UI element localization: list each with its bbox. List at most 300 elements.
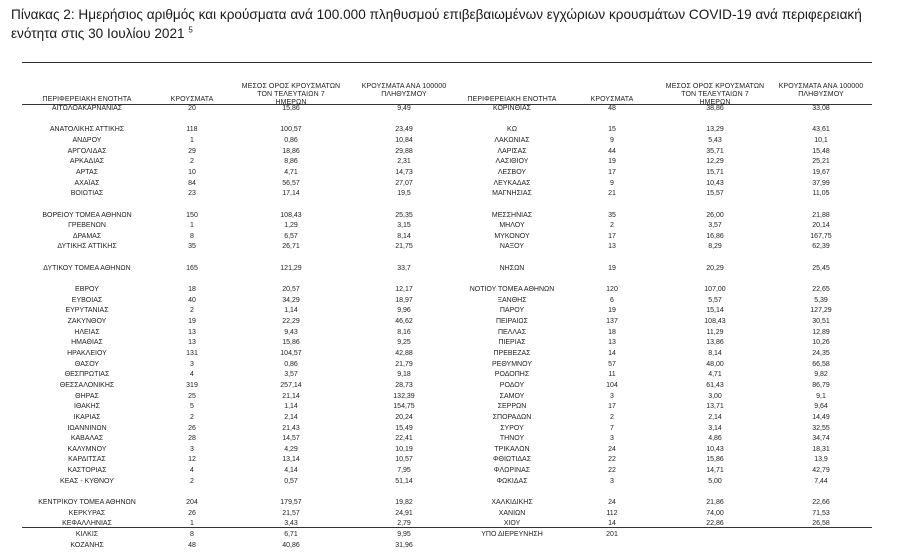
left-cases-cell: 4	[190, 371, 194, 379]
left-region-cell: ΘΑΣΟΥ	[74, 360, 100, 368]
left-avg7-cell: 18,86	[282, 147, 300, 155]
right-region-cell: ΣΑΜΟΥ	[499, 392, 525, 400]
table-row	[0, 232, 900, 242]
left-region-cell: ΗΡΑΚΛΕΙΟΥ	[67, 349, 107, 357]
right-cases-cell: 48	[608, 105, 616, 112]
right-region-cell: ΠΕΙΡΑΙΩΣ	[496, 318, 528, 325]
right-cases-cell: 44	[608, 147, 616, 155]
left-avg7-cell: 108,43	[280, 211, 302, 219]
left-avg7-cell: 121,29	[280, 264, 302, 272]
right-cases-cell: 2	[610, 413, 614, 421]
right-region-cell: ΝΟΤΙΟΥ ΤΟΜΕΑ ΑΘΗΝΩΝ	[469, 286, 555, 294]
left-cases-cell: 10	[188, 168, 196, 176]
left-per100k-cell: 10,57	[395, 456, 413, 464]
right-cases-cell: 9	[610, 179, 614, 187]
left-per100k-cell: 3,15	[397, 222, 411, 230]
right-avg7-cell: 20,29	[706, 264, 724, 272]
right-region-cell: ΝΑΞΟΥ	[499, 243, 525, 251]
right-per100k-cell: 13,9	[814, 456, 828, 464]
right-per100k-cell: 19,67	[812, 168, 830, 176]
table-row	[0, 211, 900, 221]
left-avg7-cell: 0,86	[284, 136, 298, 144]
right-avg7-cell: 14,71	[706, 467, 724, 475]
right-avg7-cell: 12,29	[706, 158, 724, 166]
left-region-cell: ΘΕΣΠΡΩΤΙΑΣ	[64, 371, 110, 379]
left-region-cell: ΚΑΡΔΙΤΣΑΣ	[68, 456, 106, 464]
table-row	[0, 541, 900, 551]
left-per100k-cell: 23,49	[395, 126, 413, 134]
right-avg7-cell: 16,86	[706, 232, 724, 240]
left-per100k-cell: 21,79	[395, 360, 413, 368]
table-row	[0, 136, 900, 146]
left-avg7-cell: 4,14	[284, 467, 298, 475]
right-region-cell: ΤΗΝΟΥ	[499, 435, 525, 443]
table-row	[0, 104, 900, 114]
right-avg7-cell: 13,71	[706, 403, 724, 411]
left-per100k-cell: 20,24	[395, 413, 413, 421]
left-region-cell: ΓΡΕΒΕΝΩΝ	[68, 222, 106, 230]
left-per100k-cell: 22,41	[395, 435, 413, 443]
left-per100k-cell: 46,62	[395, 318, 413, 325]
left-avg7-cell: 100,57	[280, 126, 302, 134]
left-avg7-cell: 4,71	[284, 168, 298, 176]
left-region-cell: ΚΕΦΑΛΛΗΝΙΑΣ	[62, 520, 112, 528]
header-right-region: ΠΕΡΙΦΕΡΕΙΑΚΗ ΕΝΟΤΗΤΑ	[467, 96, 557, 103]
left-avg7-cell: 0,86	[284, 360, 298, 368]
left-per100k-cell: 29,88	[395, 147, 413, 155]
left-avg7-cell: 257,14	[280, 381, 302, 389]
right-cases-cell: 17	[608, 403, 616, 411]
left-cases-cell: 28	[188, 435, 196, 443]
left-per100k-cell: 42,88	[395, 349, 413, 357]
right-avg7-cell: 4,86	[708, 435, 722, 443]
left-cases-cell: 4	[190, 467, 194, 475]
right-cases-cell: 24	[608, 499, 616, 507]
table-row	[0, 147, 900, 157]
left-avg7-cell: 6,57	[284, 232, 298, 240]
right-cases-cell: 6	[610, 296, 614, 304]
left-cases-cell: 40	[188, 296, 196, 304]
right-avg7-cell: 13,86	[706, 339, 724, 347]
right-cases-cell: 201	[606, 531, 618, 538]
right-cases-cell: 13	[608, 339, 616, 347]
right-cases-cell: 137	[606, 318, 618, 325]
table-row	[0, 317, 900, 327]
right-region-cell: ΣΥΡΟΥ	[500, 424, 524, 432]
left-cases-cell: 13	[188, 328, 196, 336]
header-left-per100k: ΚΡΟΥΣΜΑΤΑ ΑΝΑ 100000 ΠΛΗΘΥΣΜΟΥ	[361, 83, 447, 98]
left-avg7-cell: 21,57	[282, 509, 300, 517]
right-avg7-cell: 13,29	[706, 126, 724, 134]
table-row	[0, 221, 900, 231]
right-per100k-cell: 32,55	[812, 424, 830, 432]
right-cases-cell: 57	[608, 360, 616, 368]
right-per100k-cell: 18,31	[812, 445, 830, 453]
left-cases-cell: 319	[186, 381, 198, 389]
left-cases-cell: 19	[188, 318, 196, 325]
right-region-cell: ΠΡΕΒΕΖΑΣ	[493, 349, 531, 357]
left-per100k-cell: 9,18	[397, 371, 411, 379]
right-avg7-cell: 10,43	[706, 179, 724, 187]
left-per100k-cell: 10,19	[395, 445, 413, 453]
right-region-cell: ΧΑΝΙΩΝ	[498, 509, 526, 517]
right-region-cell: ΛΕΣΒΟΥ	[497, 168, 527, 176]
right-per100k-cell: 25,45	[812, 264, 830, 272]
right-cases-cell: 35	[608, 211, 616, 219]
right-avg7-cell: 2,14	[708, 413, 722, 421]
left-per100k-cell: 31,96	[395, 541, 413, 549]
left-cases-cell: 3	[190, 445, 194, 453]
header-right-avg7: ΜΕΣΟΣ ΟΡΟΣ ΚΡΟΥΣΜΑΤΩΝ ΤΟΝ ΤΕΛΕΥΤΑΙΩΝ 7 ΗΜΕΡΩΝ	[665, 83, 765, 106]
right-per100k-cell: 62,39	[812, 243, 830, 251]
right-cases-cell: 17	[608, 168, 616, 176]
caption-line-2	[11, 24, 891, 43]
right-per100k-cell: 9,82	[814, 371, 828, 379]
left-region-cell: ΑΡΓΟΛΙΔΑΣ	[67, 147, 107, 155]
header-right-per100k: ΚΡΟΥΣΜΑΤΑ ΑΝΑ 100000 ΠΛΗΘΥΣΜΟΥ	[778, 83, 864, 98]
caption-line-1: Πίνακας 2: Ημερήσιος αριθμός και κρούσματα ανά 100.000 πληθυσμού επιβεβαιωμένων εγχώριων κρουσμάτων COVID-19 ανά περιφερειακή	[11, 7, 862, 22]
left-per100k-cell: 132,39	[393, 392, 415, 400]
left-cases-cell: 150	[186, 211, 198, 219]
table-row	[0, 498, 900, 508]
left-cases-cell: 2	[190, 413, 194, 421]
right-avg7-cell: 107,00	[704, 286, 726, 294]
left-region-cell: ΑΧΑΪΑΣ	[74, 179, 100, 187]
left-cases-cell: 1	[190, 222, 194, 230]
left-per100k-cell: 33,7	[397, 264, 411, 272]
right-avg7-cell: 15,86	[706, 456, 724, 464]
left-cases-cell: 8	[190, 232, 194, 240]
right-region-cell: ΡΕΘΥΜΝΟΥ	[491, 360, 532, 368]
left-cases-cell: 48	[188, 541, 196, 549]
table-row	[0, 125, 900, 135]
table-row	[0, 328, 900, 338]
right-cases-cell: 19	[608, 264, 616, 272]
table-row	[0, 466, 900, 476]
table-row	[0, 157, 900, 167]
left-avg7-cell: 3,43	[284, 520, 298, 528]
right-avg7-cell: 10,43	[706, 445, 724, 453]
left-per100k-cell: 154,75	[393, 403, 415, 411]
left-avg7-cell: 14,57	[282, 435, 300, 443]
left-avg7-cell: 1,14	[284, 307, 298, 315]
right-region-cell: ΦΘΙΩΤΙΔΑΣ	[492, 456, 532, 464]
left-cases-cell: 5	[190, 403, 194, 411]
right-cases-cell: 3	[610, 435, 614, 443]
left-avg7-cell: 22,29	[282, 318, 300, 325]
caption-date: ενότητα στις 30 Ιουλίου 2021	[11, 26, 185, 41]
header-left-cases: ΚΡΟΥΣΜΑΤΑ	[170, 96, 214, 103]
right-region-cell: ΠΕΛΛΑΣ	[497, 328, 527, 336]
right-region-cell: ΡΟΔΟΠΗΣ	[494, 371, 530, 379]
right-per100k-cell: 25,21	[812, 158, 830, 166]
left-avg7-cell: 0,57	[284, 477, 298, 485]
left-per100k-cell: 51,14	[395, 477, 413, 485]
right-per100k-cell: 14,49	[812, 413, 830, 421]
right-avg7-cell: 3,57	[708, 222, 722, 230]
right-per100k-cell: 86,79	[812, 381, 830, 389]
right-avg7-cell: 15,71	[706, 168, 724, 176]
left-per100k-cell: 27,07	[395, 179, 413, 187]
table-row	[0, 179, 900, 189]
right-region-cell: ΧΙΟΥ	[503, 520, 521, 528]
right-per100k-cell: 66,58	[812, 360, 830, 368]
right-avg7-cell: 48,00	[706, 360, 724, 368]
left-avg7-cell: 17,14	[282, 190, 300, 198]
table-row	[0, 424, 900, 434]
left-avg7-cell: 179,57	[280, 499, 302, 507]
right-avg7-cell: 8,29	[708, 243, 722, 251]
right-avg7-cell: 5,43	[708, 136, 722, 144]
left-per100k-cell: 10,84	[395, 136, 413, 144]
right-cases-cell: 3	[610, 477, 614, 485]
right-avg7-cell: 38,86	[706, 105, 724, 112]
left-per100k-cell: 14,73	[395, 168, 413, 176]
left-region-cell: ΚΕΑΣ - ΚΥΘΝΟΥ	[60, 477, 114, 485]
right-per100k-cell: 7,44	[814, 477, 828, 485]
left-cases-cell: 2	[190, 477, 194, 485]
left-region-cell: ΑΡΚΑΔΙΑΣ	[69, 158, 105, 166]
right-avg7-cell: 5,57	[708, 296, 722, 304]
left-avg7-cell: 34,29	[282, 296, 300, 304]
right-region-cell: ΣΠΟΡΑΔΩΝ	[492, 413, 532, 421]
left-cases-cell: 13	[188, 339, 196, 347]
table-row	[0, 296, 900, 306]
right-cases-cell: 13	[608, 243, 616, 251]
left-cases-cell: 2	[190, 307, 194, 315]
left-region-cell: ΗΜΑΘΙΑΣ	[71, 339, 103, 347]
right-per100k-cell: 34,74	[812, 435, 830, 443]
table-row	[0, 370, 900, 380]
right-per100k-cell: 20,14	[812, 222, 830, 230]
right-region-cell: ΜΗΛΟΥ	[499, 222, 525, 230]
right-cases-cell: 112	[606, 509, 618, 517]
left-region-cell: ΕΥΡΥΤΑΝΙΑΣ	[65, 307, 109, 315]
left-per100k-cell: 28,73	[395, 381, 413, 389]
left-cases-cell: 2	[190, 158, 194, 166]
left-avg7-cell: 21,14	[282, 392, 300, 400]
left-cases-cell: 35	[188, 243, 196, 251]
left-region-cell: ΘΕΣΣΑΛΟΝΙΚΗΣ	[59, 381, 115, 389]
right-region-cell: ΣΕΡΡΩΝ	[497, 403, 527, 411]
left-region-cell: ΚΕΝΤΡΙΚΟΥ ΤΟΜΕΑ ΑΘΗΝΩΝ	[38, 499, 136, 507]
left-cases-cell: 131	[186, 349, 198, 357]
right-cases-cell: 22	[608, 456, 616, 464]
left-region-cell: ΕΥΒΟΙΑΣ	[71, 296, 103, 304]
right-region-cell: ΜΥΚΟΝΟΥ	[494, 232, 530, 240]
right-per100k-cell: 33,08	[812, 105, 830, 112]
right-per100k-cell: 5,39	[814, 296, 828, 304]
left-avg7-cell: 4,29	[284, 445, 298, 453]
right-avg7-cell: 15,14	[706, 307, 724, 315]
right-region-cell: ΝΗΣΩΝ	[499, 264, 525, 272]
left-per100k-cell: 9,25	[397, 339, 411, 347]
left-region-cell: ΖΑΚΥΝΘΟΥ	[67, 318, 107, 325]
left-cases-cell: 3	[190, 360, 194, 368]
right-avg7-cell: 22,86	[706, 520, 724, 528]
right-per100k-cell: 10,26	[812, 339, 830, 347]
right-cases-cell: 3	[610, 392, 614, 400]
left-cases-cell: 165	[186, 264, 198, 272]
right-cases-cell: 120	[606, 286, 618, 294]
left-region-cell: ΚΙΛΚΙΣ	[75, 531, 99, 538]
left-avg7-cell: 20,57	[282, 286, 300, 294]
right-per100k-cell: 167,75	[810, 232, 832, 240]
left-region-cell: ΒΟΙΩΤΙΑΣ	[70, 190, 104, 198]
table-row	[0, 392, 900, 402]
right-region-cell: ΚΩ	[507, 126, 517, 134]
left-cases-cell: 23	[188, 190, 196, 198]
left-per100k-cell: 9,95	[397, 531, 411, 538]
table-row	[0, 445, 900, 455]
left-avg7-cell: 15,86	[282, 339, 300, 347]
left-cases-cell: 18	[188, 286, 196, 294]
right-region-cell: ΠΙΕΡΙΑΣ	[498, 339, 526, 347]
right-per100k-cell: 21,88	[812, 211, 830, 219]
right-cases-cell: 22	[608, 467, 616, 475]
table-row	[0, 402, 900, 412]
table-row	[0, 413, 900, 423]
left-avg7-cell: 6,71	[284, 531, 298, 538]
left-cases-cell: 25	[188, 392, 196, 400]
left-cases-cell: 118	[186, 126, 198, 134]
right-region-cell: ΛΑΣΙΘΙΟΥ	[495, 158, 529, 166]
right-per100k-cell: 26,58	[812, 520, 830, 528]
table-row	[0, 242, 900, 252]
left-region-cell: ΙΚΑΡΙΑΣ	[73, 413, 101, 421]
left-per100k-cell: 9,49	[397, 105, 411, 112]
right-avg7-cell: 8,14	[708, 349, 722, 357]
right-avg7-cell: 11,29	[706, 328, 724, 336]
right-cases-cell: 19	[608, 158, 616, 166]
right-avg7-cell: 108,43	[704, 318, 726, 325]
right-cases-cell: 104	[606, 381, 618, 389]
left-avg7-cell: 1,29	[284, 222, 298, 230]
left-avg7-cell: 3,57	[284, 371, 298, 379]
right-cases-cell: 17	[608, 232, 616, 240]
left-per100k-cell: 2,31	[397, 158, 411, 166]
right-per100k-cell: 42,79	[812, 467, 830, 475]
right-cases-cell: 14	[608, 349, 616, 357]
table-row	[0, 338, 900, 348]
left-cases-cell: 29	[188, 147, 196, 155]
left-region-cell: ΒΟΡΕΙΟΥ ΤΟΜΕΑ ΑΘΗΝΩΝ	[42, 211, 132, 219]
right-region-cell: ΠΑΡΟΥ	[499, 307, 525, 315]
left-avg7-cell: 15,86	[282, 105, 300, 112]
left-cases-cell: 12	[188, 456, 196, 464]
table-row	[0, 349, 900, 359]
right-cases-cell: 2	[610, 222, 614, 230]
left-per100k-cell: 8,16	[397, 328, 411, 336]
left-cases-cell: 1	[190, 520, 194, 528]
left-region-cell: ΔΡΑΜΑΣ	[72, 232, 102, 240]
left-region-cell: ΙΩΑΝΝΙΝΩΝ	[67, 424, 107, 432]
right-cases-cell: 18	[608, 328, 616, 336]
left-region-cell: ΑΝΔΡΟΥ	[72, 136, 102, 144]
right-avg7-cell: 74,00	[706, 509, 724, 517]
right-region-cell: ΚΟΡΙΝΘΙΑΣ	[493, 105, 531, 112]
left-region-cell: ΔΥΤΙΚΟΥ ΤΟΜΕΑ ΑΘΗΝΩΝ	[43, 264, 131, 272]
left-avg7-cell: 40,86	[282, 541, 300, 549]
left-region-cell: ΘΗΡΑΣ	[75, 392, 99, 400]
right-per100k-cell: 15,48	[812, 147, 830, 155]
table-top-rule	[22, 62, 872, 63]
left-avg7-cell: 2,14	[284, 413, 298, 421]
right-region-cell: ΡΟΔΟΥ	[499, 381, 525, 389]
left-per100k-cell: 19,5	[397, 190, 411, 198]
footnote-marker: 5	[188, 25, 193, 35]
right-per100k-cell: 127,29	[810, 307, 832, 315]
left-avg7-cell: 8,86	[284, 158, 298, 166]
right-cases-cell: 7	[610, 424, 614, 432]
left-per100k-cell: 15,49	[395, 424, 413, 432]
left-avg7-cell: 26,71	[282, 243, 300, 251]
right-per100k-cell: 22,66	[812, 499, 830, 507]
left-region-cell: ΚΟΖΑΝΗΣ	[70, 541, 104, 549]
left-region-cell: ΚΑΛΥΜΝΟΥ	[67, 445, 107, 453]
table-row	[0, 264, 900, 274]
right-region-cell: ΥΠΟ ΔΙΕΡΕΥΝΗΣΗ	[481, 531, 543, 538]
right-cases-cell: 9	[610, 136, 614, 144]
left-cases-cell: 20	[188, 105, 196, 112]
right-cases-cell: 21	[608, 190, 616, 198]
left-region-cell: ΕΒΡΟΥ	[75, 286, 99, 294]
left-region-cell: ΚΑΣΤΟΡΙΑΣ	[67, 467, 107, 475]
left-region-cell: ΗΛΕΙΑΣ	[74, 328, 100, 336]
right-avg7-cell: 3,00	[708, 392, 722, 400]
right-per100k-cell: 9,64	[814, 403, 828, 411]
left-per100k-cell: 18,97	[395, 296, 413, 304]
right-per100k-cell: 71,53	[812, 509, 830, 517]
right-per100k-cell: 10,1	[814, 136, 828, 144]
left-cases-cell: 1	[190, 136, 194, 144]
right-cases-cell: 15	[608, 126, 616, 134]
table-row	[0, 168, 900, 178]
right-cases-cell: 11	[608, 371, 616, 379]
right-per100k-cell: 37,99	[812, 179, 830, 187]
left-avg7-cell: 21,43	[282, 424, 300, 432]
left-cases-cell: 8	[190, 531, 194, 538]
left-cases-cell: 204	[186, 499, 198, 507]
right-region-cell: ΛΑΡΙΣΑΣ	[497, 147, 527, 155]
right-per100k-cell: 9,1	[816, 392, 826, 400]
right-cases-cell: 19	[608, 307, 616, 315]
left-cases-cell: 84	[188, 179, 196, 187]
left-per100k-cell: 24,91	[395, 509, 413, 517]
left-region-cell: ΚΕΡΚΥΡΑΣ	[68, 509, 106, 517]
right-region-cell: ΜΑΓΝΗΣΙΑΣ	[492, 190, 532, 198]
table-bottom-rule	[22, 527, 872, 528]
left-per100k-cell: 21,75	[395, 243, 413, 251]
left-avg7-cell: 1,14	[284, 403, 298, 411]
right-cases-cell: 24	[608, 445, 616, 453]
left-region-cell: ΙΘΑΚΗΣ	[74, 403, 100, 411]
right-avg7-cell: 26,00	[706, 211, 724, 219]
right-per100k-cell: 30,51	[812, 318, 830, 325]
left-per100k-cell: 12,17	[395, 286, 413, 294]
right-region-cell: ΛΕΥΚΑΔΑΣ	[493, 179, 531, 187]
right-avg7-cell: 5,00	[708, 477, 722, 485]
table-caption	[11, 5, 891, 43]
left-region-cell: ΚΑΒΑΛΑΣ	[70, 435, 104, 443]
right-region-cell: ΧΑΛΚΙΔΙΚΗΣ	[491, 499, 533, 507]
table-row	[0, 285, 900, 295]
table-row	[0, 360, 900, 370]
right-avg7-cell: 21,86	[706, 499, 724, 507]
left-region-cell: ΑΙΤΩΛΟΑΚΑΡΝΑΝΙΑΣ	[51, 105, 123, 112]
table-row	[0, 477, 900, 487]
left-avg7-cell: 9,43	[284, 328, 298, 336]
